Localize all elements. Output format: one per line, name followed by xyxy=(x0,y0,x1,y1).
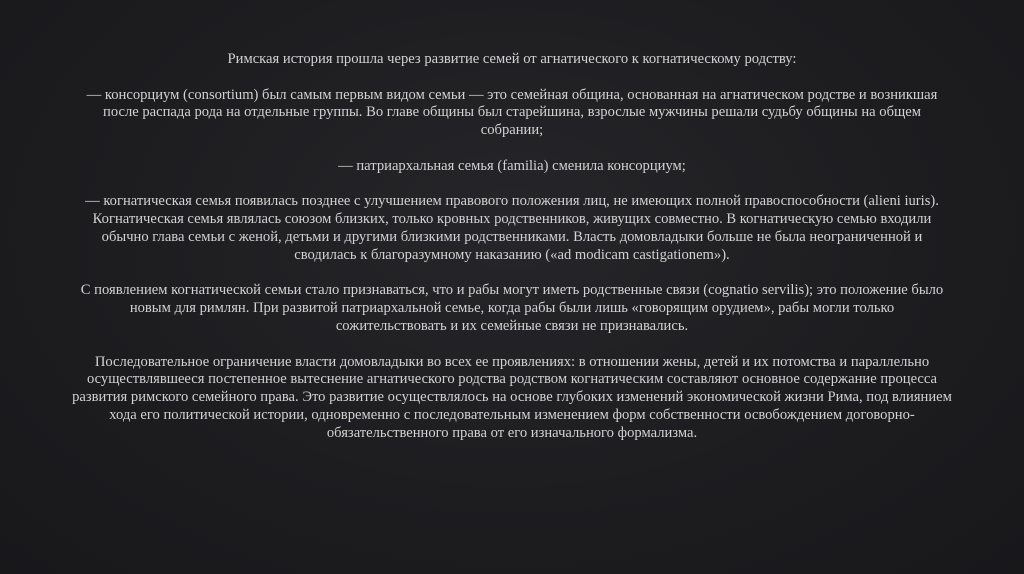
text-line: — консорциум (consortium) был самым первым видом семьи — это семейная община, основанная на агнатическом родстве и возникшая xyxy=(86,86,938,103)
paragraph-cognatic-family xyxy=(38,193,986,264)
text-line: Последовательное ограничение власти домовладыки во всех ее проявлениях: в отношении жены, детей и их потомства и параллельно xyxy=(94,353,930,370)
text-line: С появлением когнатической семьи стало признаваться, что и рабы могут иметь родственные связи (cognatio servilis); это положение было xyxy=(80,282,944,299)
text-line: — патриархальная семья (familia) сменила консорциум; xyxy=(338,157,686,174)
text-line: развития римского семейного права. Это развитие осуществлялось на основе глубоких изменений экономической жизни Рима, под влиянием xyxy=(72,389,952,406)
paragraph-conclusion xyxy=(38,354,986,443)
text-line: Римская история прошла через развитие семей от агнатического к когнатическому родству: xyxy=(227,51,797,67)
text-line: собрании; xyxy=(480,122,544,139)
text-line: новым для римлян. При развитой патриархальной семье, когда рабы были лишь «говорящим орудием», рабы могли только xyxy=(129,300,895,317)
text-line: хода его политической истории, одновременно с последовательным изменением форм собственности освобождением договорно- xyxy=(109,406,915,423)
paragraph-slaves xyxy=(38,282,986,335)
paragraph-intro xyxy=(38,51,986,69)
text-line: сводилась к благоразумному наказанию («ad modicam castigationem»). xyxy=(294,246,730,263)
slide-text-body xyxy=(38,51,986,460)
text-line: Когнатическая семья являлась союзом близких, только кровных родственников, живущих совместно. В когнатическую семью входили xyxy=(92,211,932,228)
paragraph-consortium xyxy=(38,87,986,140)
text-line: осуществлявшееся постепенное вытеснение агнатического родства родством когнатическим составляют основное содержание процесса xyxy=(86,371,938,388)
text-line: обычно глава семьи с женой, детьми и другими близкими родственниками. Власть домовладыки больше не была неограниченной и xyxy=(101,228,923,245)
text-line: после распада рода на отдельные группы. Во главе общины был старейшина, взрослые мужчины решали судьбу общины на общем xyxy=(103,104,921,121)
text-line: обязательственного права от его изначального формализма. xyxy=(326,424,698,441)
text-line: — когнатическая семья появилась позднее с улучшением правового положения лиц, не имеющих полной правоспособности (alieni iuris). xyxy=(85,193,939,210)
text-line: сожительствовать и их семейные связи не признавались. xyxy=(335,317,689,334)
paragraph-familia xyxy=(38,158,986,176)
